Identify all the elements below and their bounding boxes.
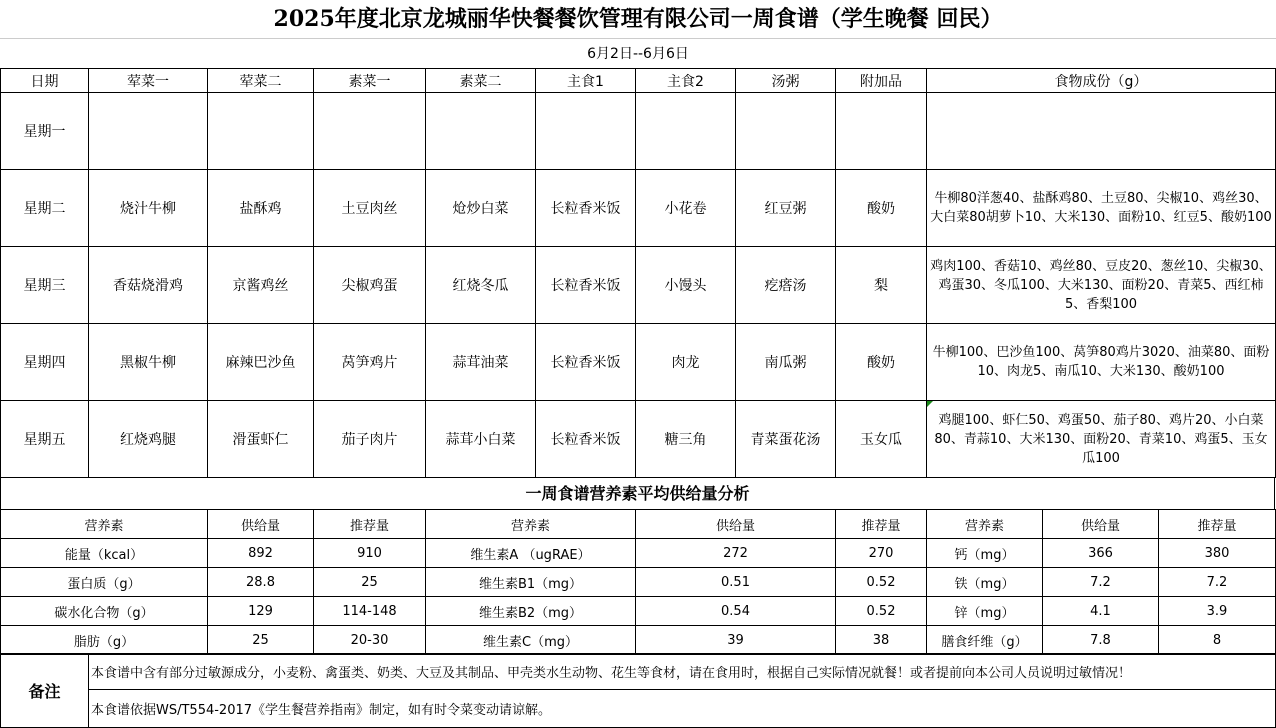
menu-cell: 长粒香米饭: [536, 324, 636, 401]
analysis-cell: 碳水化合物（g）: [1, 597, 208, 626]
analysis-cell: 38: [836, 626, 927, 655]
menu-row-friday: [1, 401, 1276, 478]
menu-cell: 尖椒鸡蛋: [314, 247, 426, 324]
menu-row-tuesday: [1, 170, 1276, 247]
menu-cell: 玉女瓜: [836, 401, 927, 478]
analysis-cell: 8: [1159, 626, 1276, 655]
col-header-meat-2: 荤菜二: [208, 69, 314, 93]
analysis-row: [1, 626, 1276, 655]
menu-cell: 茄子肉片: [314, 401, 426, 478]
col-header-staple-1: 主食1: [536, 69, 636, 93]
menu-cell: [89, 93, 208, 170]
analysis-cell: 0.51: [636, 568, 836, 597]
menu-cell: 红烧冬瓜: [426, 247, 536, 324]
analysis-header-row: [1, 510, 1276, 539]
analysis-cell: 272: [636, 539, 836, 568]
page-title: 2025年度北京龙城丽华快餐餐饮管理有限公司一周食谱（学生晚餐 回民）: [0, 0, 1276, 39]
analysis-cell: 维生素C（mg）: [426, 626, 636, 655]
analysis-cell: 39: [636, 626, 836, 655]
allergen-note: 本食谱中含有部分过敏源成分，小麦粉、禽蛋类、奶类、大豆及其制品、甲壳类水生动物、花生等食材，请在食用时，根据自己实际情况就餐！或者提前向本公司人员说明过敏情况！: [89, 654, 1276, 690]
analysis-cell: 维生素A （ugRAE）: [426, 539, 636, 568]
day-cell: 星期四: [1, 324, 89, 401]
menu-row-thursday: [1, 324, 1276, 401]
analysis-cell: 膳食纤维（g）: [927, 626, 1043, 655]
ingredients-cell: 牛柳80洋葱40、盐酥鸡80、土豆80、尖椒10、鸡丝30、大白菜80胡萝卜10、大米130、面粉10、红豆5、酸奶100: [927, 170, 1276, 247]
analysis-cell: 7.8: [1043, 626, 1159, 655]
menu-cell: 南瓜粥: [736, 324, 836, 401]
analysis-cell: 380: [1159, 539, 1276, 568]
analysis-cell: 114-148: [314, 597, 426, 626]
menu-cell: 蒜茸小白菜: [426, 401, 536, 478]
menu-cell: 小花卷: [636, 170, 736, 247]
analysis-cell: 366: [1043, 539, 1159, 568]
analysis-cell: 0.52: [836, 597, 927, 626]
date-range: 6月2日--6月6日: [587, 46, 689, 62]
menu-cell: 梨: [836, 247, 927, 324]
analysis-cell: 0.54: [636, 597, 836, 626]
menu-cell: 长粒香米饭: [536, 170, 636, 247]
menu-cell: 疙瘩汤: [736, 247, 836, 324]
standard-note: 本食谱依据WS/T554-2017《学生餐营养指南》制定，如有时令菜变动请谅解。: [89, 690, 1276, 728]
nutrition-analysis-table: [0, 509, 1276, 655]
analysis-cell: 3.9: [1159, 597, 1276, 626]
analysis-cell: 脂肪（g）: [1, 626, 208, 655]
menu-cell: 麻辣巴沙鱼: [208, 324, 314, 401]
analysis-cell: 28.8: [208, 568, 314, 597]
analysis-cell: 129: [208, 597, 314, 626]
col-header-veg-2: 素菜二: [426, 69, 536, 93]
analysis-header: 营养素: [927, 510, 1043, 539]
menu-cell: 红豆粥: [736, 170, 836, 247]
menu-cell: 糖三角: [636, 401, 736, 478]
menu-cell: [736, 93, 836, 170]
menu-cell: 黑椒牛柳: [89, 324, 208, 401]
notes-row: [1, 690, 1276, 728]
analysis-cell: 20-30: [314, 626, 426, 655]
analysis-cell: 7.2: [1159, 568, 1276, 597]
col-header-extra: 附加品: [836, 69, 927, 93]
menu-cell: [426, 93, 536, 170]
menu-cell: 炝炒白菜: [426, 170, 536, 247]
menu-cell: [208, 93, 314, 170]
col-header-soup: 汤粥: [736, 69, 836, 93]
menu-cell: 香菇烧滑鸡: [89, 247, 208, 324]
menu-header-row: [1, 69, 1276, 93]
comment-marker-icon: [927, 401, 933, 407]
menu-cell: [836, 93, 927, 170]
analysis-row: [1, 539, 1276, 568]
analysis-cell: 维生素B2（mg）: [426, 597, 636, 626]
menu-cell: [314, 93, 426, 170]
notes-row: [1, 654, 1276, 690]
analysis-cell: 4.1: [1043, 597, 1159, 626]
analysis-cell: 锌（mg）: [927, 597, 1043, 626]
analysis-header: 供给量: [636, 510, 836, 539]
analysis-header: 营养素: [426, 510, 636, 539]
menu-cell: 蒜茸油菜: [426, 324, 536, 401]
analysis-header: 推荐量: [1159, 510, 1276, 539]
analysis-header: 推荐量: [836, 510, 927, 539]
weekly-menu-table: [0, 68, 1276, 478]
analysis-cell: 0.52: [836, 568, 927, 597]
analysis-cell: 钙（mg）: [927, 539, 1043, 568]
menu-cell: 酸奶: [836, 170, 927, 247]
analysis-cell: 蛋白质（g）: [1, 568, 208, 597]
analysis-cell: 7.2: [1043, 568, 1159, 597]
menu-cell: 莴笋鸡片: [314, 324, 426, 401]
analysis-header: 供给量: [1043, 510, 1159, 539]
menu-cell: [536, 93, 636, 170]
menu-cell: 肉龙: [636, 324, 736, 401]
menu-cell: 土豆肉丝: [314, 170, 426, 247]
analysis-cell: 25: [208, 626, 314, 655]
analysis-cell: 能量（kcal）: [1, 539, 208, 568]
col-header-date: 日期: [1, 69, 89, 93]
menu-cell: 烧汁牛柳: [89, 170, 208, 247]
day-cell: 星期一: [1, 93, 89, 170]
col-header-veg-1: 素菜一: [314, 69, 426, 93]
menu-cell: 盐酥鸡: [208, 170, 314, 247]
analysis-header: 营养素: [1, 510, 208, 539]
analysis-header: 供给量: [208, 510, 314, 539]
analysis-cell: 892: [208, 539, 314, 568]
day-cell: 星期五: [1, 401, 89, 478]
col-header-meat-1: 荤菜一: [89, 69, 208, 93]
day-cell: 星期三: [1, 247, 89, 324]
analysis-cell: 270: [836, 539, 927, 568]
analysis-row: [1, 568, 1276, 597]
menu-cell: 滑蛋虾仁: [208, 401, 314, 478]
ingredients-cell: [927, 93, 1276, 170]
notes-table: [0, 653, 1276, 728]
menu-cell: 红烧鸡腿: [89, 401, 208, 478]
analysis-cell: 910: [314, 539, 426, 568]
col-header-staple-2: 主食2: [636, 69, 736, 93]
ingredients-cell: 鸡腿100、虾仁50、鸡蛋50、茄子80、鸡片20、小白菜80、青蒜10、大米130、面粉20、青菜10、鸡蛋5、玉女瓜100: [927, 401, 1276, 478]
day-cell: 星期二: [1, 170, 89, 247]
analysis-cell: 铁（mg）: [927, 568, 1043, 597]
menu-row-monday: [1, 93, 1276, 170]
analysis-cell: 25: [314, 568, 426, 597]
menu-cell: 京酱鸡丝: [208, 247, 314, 324]
notes-label: 备注: [1, 654, 89, 728]
menu-cell: 酸奶: [836, 324, 927, 401]
analysis-header: 推荐量: [314, 510, 426, 539]
col-header-ingredients: 食物成份（g）: [927, 69, 1276, 93]
analysis-cell: 维生素B1（mg）: [426, 568, 636, 597]
menu-cell: 长粒香米饭: [536, 247, 636, 324]
ingredients-cell: 鸡肉100、香菇10、鸡丝80、豆皮20、葱丝10、尖椒30、鸡蛋30、冬瓜100、大米130、面粉20、青菜5、西红柿5、香梨100: [927, 247, 1276, 324]
menu-cell: 青菜蛋花汤: [736, 401, 836, 478]
menu-row-wednesday: [1, 247, 1276, 324]
menu-cell: 小馒头: [636, 247, 736, 324]
ingredients-cell: 牛柳100、巴沙鱼100、莴笋80鸡片3020、油菜80、面粉10、肉龙5、南瓜10、大米130、酸奶100: [927, 324, 1276, 401]
nutrition-analysis-title: 一周食谱营养素平均供给量分析: [0, 478, 1275, 509]
menu-cell: 长粒香米饭: [536, 401, 636, 478]
menu-cell: [636, 93, 736, 170]
analysis-row: [1, 597, 1276, 626]
